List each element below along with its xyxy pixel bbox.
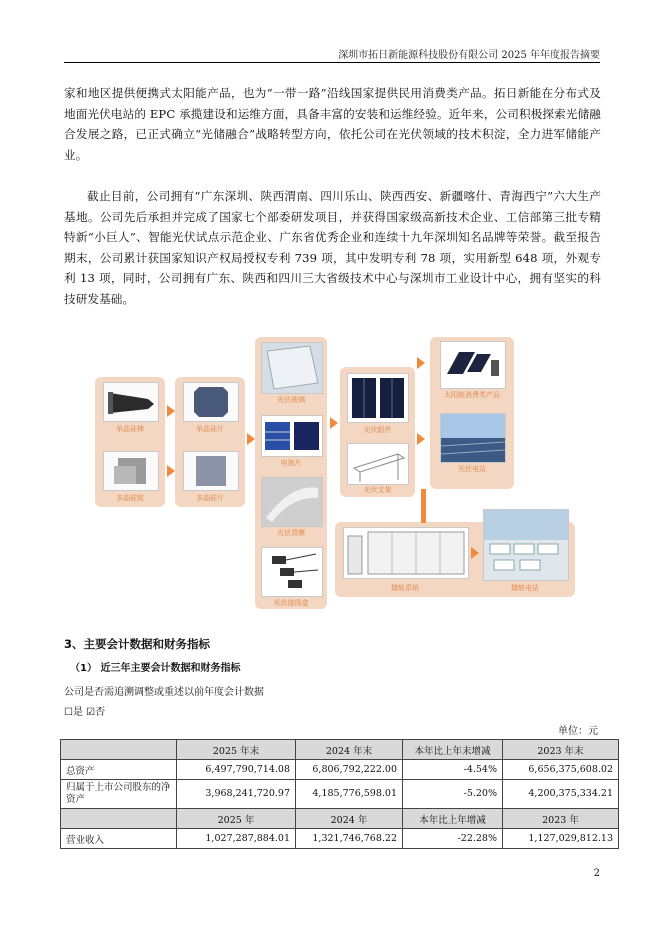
pv-glass-image <box>261 342 323 394</box>
paragraph-business: 家和地区提供便携式太阳能产品，也为“一带一路”沿线国家提供民用消费类产品。拓日新能在分布式及地面光伏电站的 EPC 承揽建设和运维方面，具备丰富的安装和运维经验。近年来，公司积极探索光储融合发展之路，已正式确立“光储融合”战略转型方向，依托公司在光伏领域的技术积淀，全力进军储能产业。 <box>64 86 601 162</box>
mono-ingot-label: 单晶硅棒 <box>116 425 144 433</box>
table-row <box>61 780 619 809</box>
arrow-4 <box>330 417 338 429</box>
junction-box-label: 光伏接线盒 <box>273 599 309 607</box>
connector-vertical <box>421 489 426 523</box>
mono-wafer-image <box>183 382 239 422</box>
restatement-question: 公司是否需追溯调整或重述以前年度会计数据 <box>64 687 264 698</box>
table-header-cell: 2024 年 <box>296 809 403 829</box>
arrow-5 <box>417 357 425 369</box>
station-image <box>440 413 506 463</box>
table-header-cell: 2023 年 <box>503 809 619 829</box>
ess-station-label: 储能电站 <box>511 584 539 592</box>
table-cell: -22.28% <box>403 829 503 849</box>
table-row <box>61 760 619 780</box>
backsheet-image <box>261 477 323 527</box>
table-header-row <box>61 740 619 760</box>
table-cell: 1,027,287,884.01 <box>177 829 296 849</box>
table-header-row <box>61 809 619 829</box>
page-header: 深圳市拓日新能源科技股份有限公司 2025 年年度报告摘要 <box>338 50 600 61</box>
table-cell: 1,127,029,812.13 <box>503 829 619 849</box>
arrow-3 <box>247 433 255 445</box>
table-cell: 3,968,241,720.97 <box>177 780 296 809</box>
ess-image <box>343 527 469 579</box>
module-label: 光伏组件 <box>363 426 392 434</box>
consumer-label: 太阳能消费类产品 <box>444 391 500 399</box>
ess-label: 储能系统 <box>391 584 419 592</box>
cell-image <box>261 415 323 457</box>
mono-wafer-label: 单晶硅片 <box>196 425 224 433</box>
arrow-1 <box>167 405 175 417</box>
table-header-cell: 2025 年末 <box>177 740 296 760</box>
subsection-heading: （1） 近三年主要会计数据和财务指标 <box>70 663 241 674</box>
financial-table <box>60 739 619 849</box>
table-cell: -5.20% <box>403 780 503 809</box>
multi-wafer-image <box>183 451 239 491</box>
module-image <box>347 373 409 423</box>
unit-label: 单位：元 <box>558 726 598 737</box>
consumer-image <box>440 341 506 389</box>
page-number: 2 <box>593 868 600 879</box>
table-header-cell: 2025 年 <box>177 809 296 829</box>
table-row <box>61 829 619 849</box>
junction-box-image <box>261 547 323 597</box>
row-label: 营业收入 <box>61 829 177 849</box>
row-label: 归属于上市公司股东的净资产 <box>61 780 177 809</box>
mount-label: 光伏支架 <box>363 486 392 494</box>
table-cell: 6,656,375,608.02 <box>503 760 619 780</box>
industry-chain-diagram <box>95 337 575 612</box>
paragraph-bases: 截止目前，公司拥有“广东深圳、陕西渭南、四川乐山、陕西西安、新疆喀什、青海西宁”六大生产基地。公司先后承担并完成了国家七个部委研发项目，并获得国家级高新技术企业、工信部第三批专精特新“小巨人”、智能光伏试点示范企业、广东省优秀企业和连续十九年深圳知名品牌等荣誉。截至报告期末，公司累计获国家知识产权局授权专利 739 项，其中发明专利 78 项，实用新型 648 项，外观专利 13 项，同时，公司拥有广东、陕西和四川三大省级技术中心与深圳市工业设计中心，拥有坚实的科技研发基础。 <box>64 189 601 306</box>
mount-image <box>347 443 409 485</box>
section-heading: 3、主要会计数据和财务指标 <box>64 637 211 651</box>
table-cell: 6,806,792,222.00 <box>296 760 403 780</box>
restatement-answer: ☐是 ☑否 <box>64 707 106 718</box>
arrow-7 <box>471 547 479 559</box>
header-rule <box>64 62 600 63</box>
backsheet-label: 光伏背膜 <box>277 529 305 537</box>
table-cell: 4,185,776,598.01 <box>296 780 403 809</box>
table-header-cell <box>61 809 177 829</box>
arrow-6 <box>417 433 425 445</box>
multi-wafer-label: 多晶硅片 <box>196 494 224 502</box>
table-cell: 6,497,790,714.08 <box>177 760 296 780</box>
table-cell: 1,321,746,768.22 <box>296 829 403 849</box>
table-cell: 4,200,375,334.21 <box>503 780 619 809</box>
mono-ingot-image <box>103 382 159 422</box>
arrow-2 <box>167 465 175 477</box>
multi-ingot-label: 多晶硅锭 <box>116 494 144 502</box>
table-header-cell <box>61 740 177 760</box>
cell-label: 电池片 <box>280 459 302 467</box>
table-header-cell: 本年比上年末增减 <box>403 740 503 760</box>
ess-station-image <box>483 509 569 581</box>
table-cell: -4.54% <box>403 760 503 780</box>
multi-ingot-image <box>103 451 159 491</box>
table-header-cell: 本年比上年增减 <box>403 809 503 829</box>
pv-glass-label: 光伏玻璃 <box>277 396 305 404</box>
table-header-cell: 2024 年末 <box>296 740 403 760</box>
table-header-cell: 2023 年末 <box>503 740 619 760</box>
station-label: 光伏电站 <box>458 465 486 473</box>
row-label: 总资产 <box>61 760 177 780</box>
